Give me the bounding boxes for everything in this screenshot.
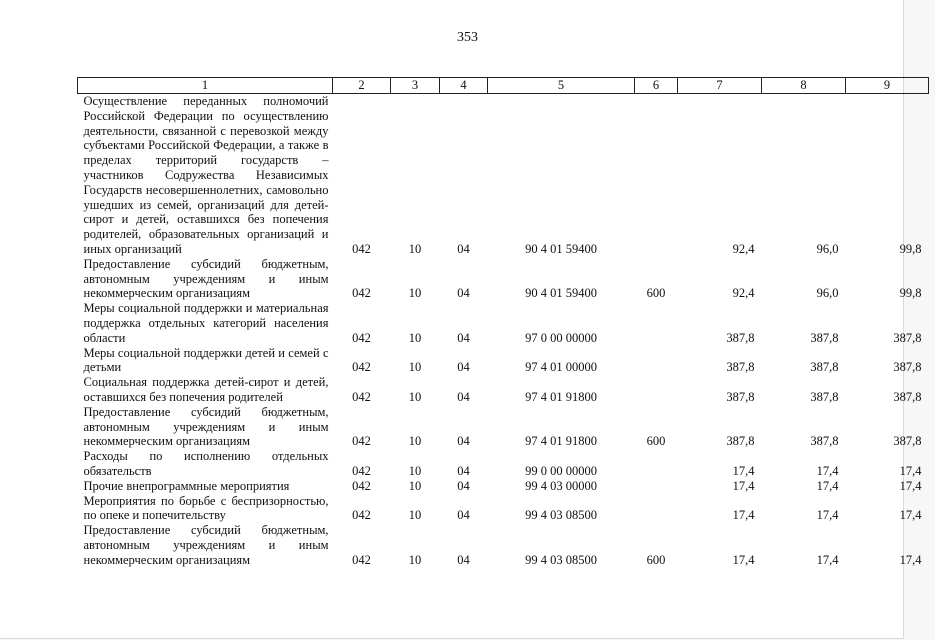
cell-section: 10: [408, 360, 422, 375]
table-row: [78, 494, 929, 524]
table-header-row: [78, 78, 929, 94]
col-header-1: 1: [78, 78, 333, 94]
cell-amount-7: 387,8: [726, 434, 755, 449]
cell-subsection: 04: [457, 478, 470, 493]
cell-target-code: 97 4 01 91800: [525, 434, 597, 449]
cell-ministry: 042: [352, 360, 371, 375]
cell-amount-7: 17,4: [732, 478, 755, 493]
cell-expense-type: [635, 94, 678, 257]
cell-ministry: 042: [352, 434, 371, 449]
table-row: [78, 94, 929, 257]
cell-section: 10: [408, 389, 422, 404]
col-header-4: 4: [440, 78, 488, 94]
cell-amount-7: 387,8: [726, 360, 755, 375]
table-row: [78, 257, 929, 301]
cell-ministry: 042: [352, 330, 371, 345]
cell-expense-type: [635, 301, 678, 345]
col-header-9: 9: [846, 78, 929, 94]
row-name: Меры социальной поддержки детей и семей с детьми: [83, 345, 329, 375]
row-name: Осуществление переданных полномочий Российской Федерации по осуществлению деятельности, связанной с перевозкой между субъектами Российской Федерации, а также в пределах территорий государств – участников Содружества Независимых Государств несовершеннолетних, самовольно ушедших из семей, организаций для детей-сирот и детей, оставшихся без попечения родителей, образовательных организаций и иных организаций: [83, 94, 329, 256]
cell-section: 10: [408, 330, 422, 345]
cell-subsection: 04: [457, 434, 470, 449]
table-row: [78, 301, 929, 345]
cell-amount-9: 17,4: [899, 552, 922, 567]
cell-ministry: 042: [352, 478, 371, 493]
col-header-2: 2: [333, 78, 391, 94]
cell-subsection: 04: [457, 360, 470, 375]
cell-amount-8: 387,8: [810, 389, 839, 404]
table-row: [78, 479, 929, 494]
cell-amount-8: 96,0: [816, 286, 839, 301]
row-name: Предоставление субсидий бюджетным, автономным учреждениям и иным некоммерческим организациям: [83, 256, 329, 301]
cell-amount-7: 387,8: [726, 389, 755, 404]
row-name: Мероприятия по борьбе с беспризорностью, по опеке и попечительству: [83, 493, 329, 523]
cell-amount-7: 92,4: [732, 241, 755, 256]
cell-amount-7: 92,4: [732, 286, 755, 301]
cell-subsection: 04: [457, 330, 470, 345]
cell-ministry: 042: [352, 241, 371, 256]
cell-target-code: 99 0 00 00000: [525, 463, 597, 478]
cell-target-code: 99 4 03 00000: [525, 478, 597, 493]
cell-amount-8: 17,4: [816, 552, 839, 567]
cell-amount-8: 17,4: [816, 508, 839, 523]
table-row: [78, 523, 929, 567]
cell-expense-type: [635, 449, 678, 479]
cell-subsection: 04: [457, 389, 470, 404]
cell-ministry: 042: [352, 552, 371, 567]
row-name: Социальная поддержка детей-сирот и детей, оставшихся без попечения родителей: [83, 375, 329, 404]
cell-amount-7: 17,4: [732, 508, 755, 523]
table-row: [78, 405, 929, 449]
cell-target-code: 99 4 03 08500: [525, 552, 597, 567]
cell-amount-9: 17,4: [899, 478, 922, 493]
cell-section: 10: [408, 241, 422, 256]
cell-section: 10: [408, 434, 422, 449]
cell-amount-9: 99,8: [899, 241, 922, 256]
cell-expense-type: [635, 346, 678, 376]
cell-section: 10: [408, 552, 422, 567]
cell-subsection: 04: [457, 286, 470, 301]
col-header-7: 7: [678, 78, 762, 94]
cell-ministry: 042: [352, 508, 371, 523]
cell-amount-7: 387,8: [726, 330, 755, 345]
cell-amount-9: 387,8: [893, 360, 922, 375]
cell-amount-8: 17,4: [816, 463, 839, 478]
cell-expense-type: 600: [646, 286, 666, 301]
cell-amount-7: 17,4: [732, 552, 755, 567]
cell-target-code: 90 4 01 59400: [525, 241, 597, 256]
cell-section: 10: [408, 286, 422, 301]
table-row: [78, 346, 929, 376]
cell-amount-9: 17,4: [899, 508, 922, 523]
cell-ministry: 042: [352, 389, 371, 404]
cell-target-code: 90 4 01 59400: [525, 286, 597, 301]
cell-expense-type: [635, 479, 678, 494]
budget-table: [77, 77, 929, 568]
cell-expense-type: 600: [646, 434, 666, 449]
cell-target-code: 99 4 03 08500: [525, 508, 597, 523]
cell-subsection: 04: [457, 508, 470, 523]
table-row: [78, 449, 929, 479]
cell-amount-8: 387,8: [810, 434, 839, 449]
cell-amount-9: 99,8: [899, 286, 922, 301]
cell-amount-8: 17,4: [816, 478, 839, 493]
cell-amount-8: 96,0: [816, 241, 839, 256]
row-name: Предоставление субсидий бюджетным, автономным учреждениям и иным некоммерческим организациям: [83, 404, 329, 449]
cell-subsection: 04: [457, 552, 470, 567]
cell-amount-9: 387,8: [893, 434, 922, 449]
table-row: [78, 375, 929, 405]
cell-section: 10: [408, 478, 422, 493]
cell-amount-8: 387,8: [810, 360, 839, 375]
cell-section: 10: [408, 508, 422, 523]
page-number: 353: [457, 30, 478, 45]
cell-amount-9: 387,8: [893, 389, 922, 404]
cell-amount-9: 387,8: [893, 330, 922, 345]
cell-target-code: 97 4 01 00000: [525, 360, 597, 375]
cell-target-code: 97 4 01 91800: [525, 389, 597, 404]
cell-amount-8: 387,8: [810, 330, 839, 345]
row-name: Прочие внепрограммные мероприятия: [83, 478, 290, 493]
cell-expense-type: 600: [646, 552, 666, 567]
cell-amount-7: 17,4: [732, 463, 755, 478]
cell-ministry: 042: [352, 463, 371, 478]
cell-subsection: 04: [457, 463, 470, 478]
row-name: Предоставление субсидий бюджетным, автономным учреждениям и иным некоммерческим организациям: [83, 523, 329, 567]
col-header-5: 5: [488, 78, 635, 94]
cell-subsection: 04: [457, 241, 470, 256]
col-header-3: 3: [391, 78, 440, 94]
cell-expense-type: [635, 494, 678, 524]
row-name: Расходы по исполнению отдельных обязательств: [83, 449, 329, 478]
row-name: Меры социальной поддержки и материальная поддержка отдельных категорий населения области: [83, 301, 329, 345]
cell-ministry: 042: [352, 286, 371, 301]
col-header-6: 6: [635, 78, 678, 94]
col-header-8: 8: [762, 78, 846, 94]
cell-expense-type: [635, 375, 678, 405]
cell-amount-9: 17,4: [899, 463, 922, 478]
cell-section: 10: [408, 463, 422, 478]
cell-target-code: 97 0 00 00000: [525, 330, 597, 345]
